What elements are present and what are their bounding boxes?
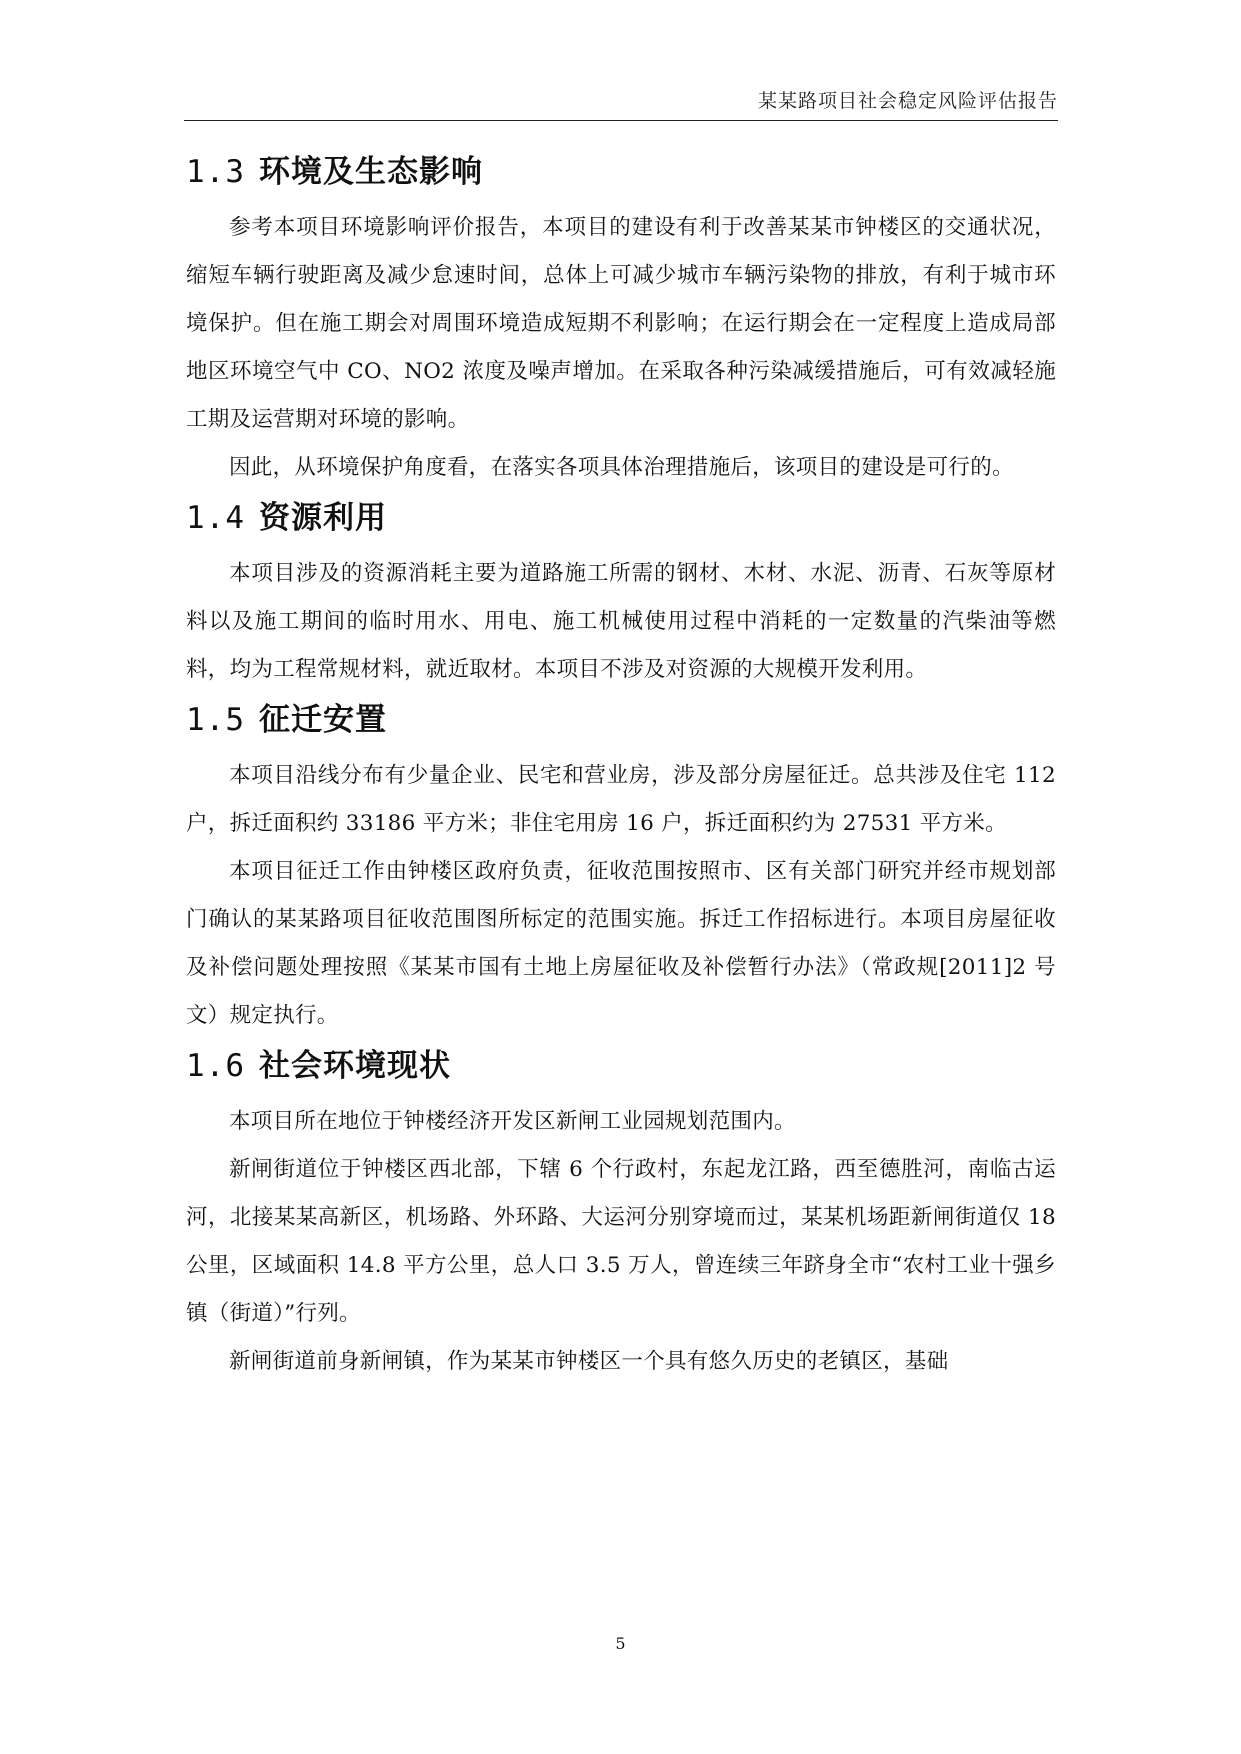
section-title: 资源利用: [259, 500, 387, 536]
section-title: 社会环境现状: [259, 1048, 451, 1084]
paragraph: 新闸街道位于钟楼区西北部，下辖 6 个行政村，东起龙江路，西至德胜河，南临古运河，北接某某高新区，机场路、外环路、大运河分别穿境而过，某某机场距新闸街道仅 18 公里，区域面积 14.8 平方公里，总人口 3.5 万人，曾连续三年跻身全市“农村工业十强乡镇（街道）”行列。: [186, 1157, 1056, 1326]
paragraph: 本项目涉及的资源消耗主要为道路施工所需的钢材、木材、水泥、沥青、石灰等原材料以及施工期间的临时用水、用电、施工机械使用过程中消耗的一定数量的汽柴油等燃料，均为工程常规材料，就近取材。本项目不涉及对资源的大规模开发利用。: [186, 561, 1056, 682]
header-title: 某某路项目社会稳定风险评估报告: [757, 90, 1058, 112]
paragraph: 参考本项目环境影响评价报告，本项目的建设有利于改善某某市钟楼区的交通状况，缩短车辆行驶距离及减少怠速时间，总体上可减少城市车辆污染物的排放，有利于城市环境保护。但在施工期会对周围环境造成短期不利影响；在运行期会在一定程度上造成局部地区环境空气中 CO、NO2 浓度及噪声增加。在采取各种污染减缓措施后，可有效减轻施工期及运营期对环境的影响。: [186, 215, 1056, 432]
page-header: [184, 86, 1058, 121]
section-title: 征迁安置: [259, 702, 387, 738]
section-heading-1-6: [186, 1046, 1056, 1086]
page-number: 5: [615, 1634, 626, 1653]
paragraph: 新闸街道前身新闸镇，作为某某市钟楼区一个具有悠久历史的老镇区，基础: [229, 1349, 949, 1374]
paragraph: 因此，从环境保护角度看，在落实各项具体治理措施后，该项目的建设是可行的。: [229, 455, 1014, 480]
section-number: 1.5: [186, 702, 245, 738]
paragraph: 本项目所在地位于钟楼经济开发区新闸工业园规划范围内。: [229, 1109, 796, 1134]
section-title: 环境及生态影响: [259, 154, 483, 190]
paragraph: 本项目沿线分布有少量企业、民宅和营业房，涉及部分房屋征迁。总共涉及住宅 112 户，拆迁面积约 33186 平方米；非住宅用房 16 户，拆迁面积约为 27531 平方米。: [186, 763, 1056, 836]
section-number: 1.4: [186, 500, 245, 536]
section-heading-1-5: [186, 700, 1056, 740]
paragraph: 本项目征迁工作由钟楼区政府负责，征收范围按照市、区有关部门研究并经市规划部门确认的某某路项目征收范围图所标定的范围实施。拆迁工作招标进行。本项目房屋征收及补偿问题处理按照《某某市国有土地上房屋征收及补偿暂行办法》（常政规[2011]2 号文）规定执行。: [186, 859, 1056, 1028]
section-heading-1-4: [186, 498, 1056, 538]
section-heading-1-3: [186, 152, 1056, 192]
document-body: [186, 150, 1056, 1386]
section-number: 1.3: [186, 154, 245, 190]
section-number: 1.6: [186, 1048, 245, 1084]
